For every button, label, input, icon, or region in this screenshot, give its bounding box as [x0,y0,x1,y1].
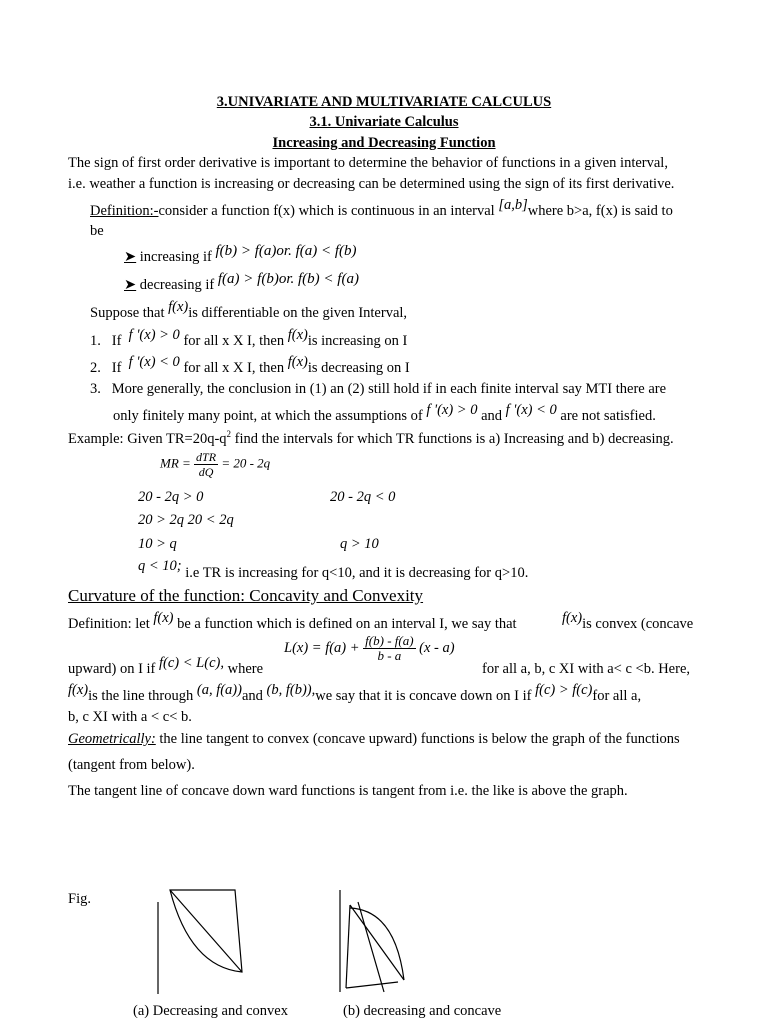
rule-condition: f '(x) > 0 [128,327,180,343]
line-eq-lhs: L(x) = f(a) + [284,639,360,656]
interval-math: [a,b] [498,197,528,213]
curvature-def-c: is convex (concave [582,616,694,632]
rule-if: If [111,360,122,376]
rule-if: If [111,333,122,349]
solution-right-1: 20 - 2q < 0 [330,489,396,505]
definition-label: Definition:- [90,203,159,219]
fx-math: f(x) [153,610,174,626]
concave-condition: f(c) > f(c) [535,682,593,698]
line-eq-denominator: b - a [377,648,402,663]
intro-line-2: i.e. weather a function is increasing or decreasing can be determined using the sign of its first derivative. [68,176,675,192]
rule-number: 3. [90,381,101,397]
definition-line [90,197,673,220]
line-equation [284,634,455,663]
increasing-label: increasing if [139,249,212,265]
suppose-text-b: is differentiable on the given Interval, [188,305,408,321]
figure-label: Fig. [68,891,91,907]
figure-b-left-edge [346,905,350,988]
curvature-def-line-1-end [562,610,694,633]
example-line [68,429,674,448]
curvature-def-line-1 [68,610,517,633]
decreasing-item [124,271,359,294]
main-title: 3.UNIVARIATE AND MULTIVARIATE CALCULUS [216,94,552,110]
geometric-text: the line tangent to convex (concave upward) functions is below the graph of the functions [155,731,680,747]
rule-end: is increasing on I [307,333,408,349]
line-eq-rhs: (x - a) [419,639,455,656]
solution-left-4: q < 10; [138,558,182,574]
increasing-item [124,243,357,266]
fx-math: f(x) [287,354,308,370]
solution-conclusion: i.e TR is increasing for q<10, and it is decreasing for q>10. [185,565,529,581]
section-title: 3.1. Univariate Calculus [309,114,459,130]
rule-mid: for all x X I, then [183,333,285,349]
curvature-line2a: upward) on I if [68,661,156,677]
figure-b-graph [330,880,420,1000]
arrow-bullet-icon: ➤ [124,277,137,293]
mr-denominator: dQ [198,465,214,479]
solution-left-1: 20 - 2q > 0 [138,489,204,505]
curvature-def-line-2 [68,655,264,678]
curvature-and: and [241,688,263,704]
fx-math: f(x) [562,610,583,626]
suppose-text-a: Suppose that [90,305,165,321]
curvature-line4: b, c XI with a < c< b. [68,709,192,725]
fx-math: f(x) [168,299,189,315]
definition-text-2: where b>a, f(x) is said to [527,203,673,219]
tangent-text: The tangent line of concave down ward functions is tangent from i.e. the like is above the graph. [68,783,628,799]
curvature-line3a: is the line through [88,688,194,704]
rule-3-and: and [481,408,503,424]
figure-a-chord [170,890,242,972]
geometric-line [68,731,680,748]
rule-3-text-2b: are not satisfied. [560,408,656,424]
curvature-def-line-3 [68,682,642,705]
mr-equation [160,450,270,479]
line-eq-numerator: f(b) - f(a) [365,633,414,648]
example-text-b: find the intervals for which TR functions is a) Increasing and b) decreasing. [231,430,674,447]
line-eq-fraction [363,634,415,663]
rule-3-cond-2: f '(x) < 0 [505,402,557,418]
geometric-text-2: (tangent from below). [68,757,195,773]
suppose-line [90,299,408,322]
curvature-def-b: be a function which is defined on an interval I, we say that [177,616,517,632]
solution-conclusion-line [138,558,529,581]
definition-text-3: be [90,223,104,239]
rule-number: 2. [90,360,101,376]
rule-3-line-1 [90,381,666,398]
intro-line-1: The sign of first order derivative is important to determine the behavior of functions in a given interval, [68,155,668,171]
curvature-def-a: Definition: let [68,616,150,632]
rule-3-cond-1: f '(x) > 0 [426,402,478,418]
figure-caption-b: (b) decreasing and concave [343,1003,502,1019]
arrow-bullet-icon: ➤ [124,249,137,265]
mr-rhs: = 20 - 2q [221,455,271,471]
figure-caption-a: (a) Decreasing and convex [133,1003,288,1019]
convex-condition: f(c) < L(c), [159,655,224,671]
solution-right-3: q > 10 [340,536,379,552]
point-b: (b, f(b)), [266,682,316,698]
example-sup: 2 [226,429,232,439]
curvature-line3c: for all a, [592,688,642,704]
topic-title: Increasing and Decreasing Function [272,135,496,151]
rule-3-text-1: More generally, the conclusion in (1) an (2) still hold if in each finite interval say MTI there are [111,381,667,397]
rule-3-text-2a: only finitely many point, at which the assumptions of [113,408,423,424]
mr-fraction [194,450,218,479]
curvature-heading: Curvature of the function: Concavity and Convexity [68,586,424,605]
mr-lhs: MR = [160,455,191,471]
rule-2 [90,354,410,377]
fx-math: f(x) [287,327,308,343]
rule-condition: f '(x) < 0 [128,354,180,370]
example-text-a: Example: Given TR=20q-q [68,430,227,447]
fx-math: f(x) [68,682,89,698]
rule-mid: for all x X I, then [183,360,285,376]
solution-left-2: 20 > 2q 20 < 2q [138,512,234,528]
curvature-line2b: for all a, b, c XI with a< c <b. Here, [482,661,690,677]
geometric-label: Geometrically: [68,731,156,747]
rule-end: is decreasing on I [307,360,410,376]
increasing-math: f(b) > f(a)or. f(a) < f(b) [215,243,357,259]
curvature-where: where [227,661,264,677]
point-a: (a, f(a)) [196,682,242,698]
decreasing-label: decreasing if [139,277,215,293]
rule-3-line-2 [113,402,656,425]
figure-b-bottom-edge [346,982,398,988]
definition-text-1: consider a function f(x) which is continuous in an interval [158,203,495,219]
decreasing-math: f(a) > f(b)or. f(b) < f(a) [217,271,359,287]
rule-1 [90,327,408,350]
figure-a-graph [150,882,260,1000]
curvature-line3b: we say that it is concave down on I if [315,688,532,704]
solution-left-3: 10 > q [138,536,177,552]
mr-numerator: dTR [196,450,217,464]
rule-number: 1. [90,333,101,349]
